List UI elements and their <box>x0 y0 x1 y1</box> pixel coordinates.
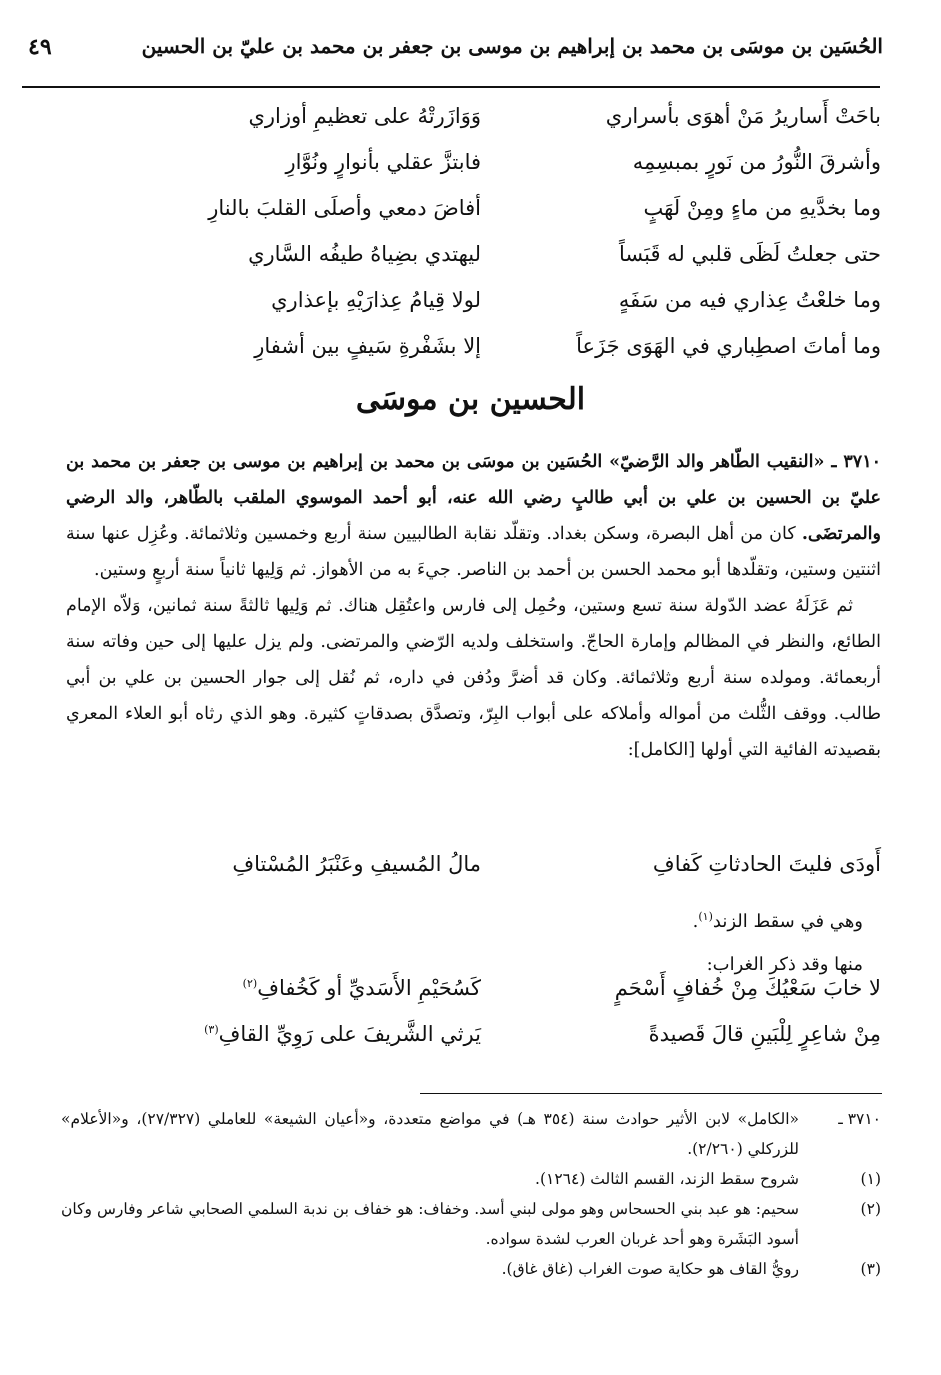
verse <box>101 1022 881 1068</box>
verse-first-hemistich: وما بخدَّيهِ من ماءٍ ومِنْ لَهَبٍ <box>643 196 881 220</box>
footnote <box>61 1104 881 1164</box>
excerpt-intro: منها وقد ذكر الغراب: <box>706 954 863 975</box>
verse-second-hemistich: لولا قِيامُ عِذارَيْهِ بإعذاري <box>271 288 481 312</box>
verse <box>101 150 881 196</box>
source-note-text: وهي في سقط الزند <box>712 911 863 932</box>
footnote <box>61 1164 881 1194</box>
footnote-number: (٣) <box>860 1260 881 1278</box>
verse-first-hemistich: باحَتْ أَساريرُ مَنْ أهوَى بأسراري <box>605 104 881 128</box>
verse-first-hemistich: أَودَى فليتَ الحادثاتِ كَفافِ <box>652 852 881 876</box>
verse-second-hemistich: أفاضَ دمعي وأصلَى القلبَ بالنارِ <box>208 196 481 220</box>
source-note: وهي في سقط الزند$^{(١)}$. <box>692 910 863 932</box>
footnote-ref[interactable]: (١) <box>698 910 713 923</box>
footnote-text: «الكامل» لابن الأثير حوادث سنة (٣٥٤ هـ) في مواضع متعددة، و«أعيان الشيعة» للعاملي (٢٧/٣٢٧)، و«الأعلام» للزركلي (٢/٢٦٠). <box>61 1110 800 1158</box>
poem-top <box>101 104 881 380</box>
footnotes <box>61 1104 881 1284</box>
verse <box>101 242 881 288</box>
hemistich-text: يَرثي الشَّريفَ على رَوِيِّ القافِ <box>218 1022 481 1046</box>
entry-paragraph <box>66 444 881 588</box>
verse <box>101 976 881 1022</box>
verse-first-hemistich: وما أماتَ اصطِباري في الهَوَى جَزَعاً <box>576 334 881 358</box>
hemistich-text: كَسُحَيْمِ الأَسَديِّ أو كَخُفافِ <box>257 976 481 1000</box>
footnote-number: (٢) <box>860 1200 881 1218</box>
verse-second-hemistich <box>101 1022 481 1046</box>
footnote-text: رويُّ القاف هو حكاية صوت الغراب (غاق غاق). <box>501 1260 799 1278</box>
verse-second-hemistich: ليهتدي بضِياهُ طيفُه السَّاري <box>248 242 481 266</box>
verse-second-hemistich <box>101 976 481 1000</box>
entry-paragraph: ثم عَزَلَهُ عضد الدّولة سنة تسع وستين، وحُمِل إلى فارس واعتُقِل هناك. ثم وَلِيها ثالثةً سنة ثمانين، وَلاّه الإمام الطائع، والنظر في المظالم وإمارة الحاجّ. واستخلف ولديه الرّضي والمرتضى. ولم يزل عليها إلى حين وفاته سنة أربعمائة. ومولده سنة أربع وثلاثمائة. وكان قد أضرَّ ودُفن في داره، ثم نُقل إلى جوار الحسين بن علي بن أبي طالب. ووقف الثُّلث من أمواله وأملاكه على أبواب البِرّ، وتصدَّق بصدقاتٍ كثيرة. وهو الذي رثاه أبو العلاء المعري بقصيدته الفائية التي أولها [الكامل]: <box>66 596 881 760</box>
footnote-text: شروح سقط الزند، القسم الثالث (١٢٦٤). <box>535 1170 799 1188</box>
verse-second-hemistich: وَوَازَرتْهُ على تعظيمِ أوزاري <box>248 104 481 128</box>
verse <box>101 288 881 334</box>
footnote-number: ٣٧١٠ ـ <box>838 1110 881 1128</box>
header-rule <box>22 86 880 88</box>
verse-second-hemistich: إلا بشَفْرةِ سَيفٍ بين أشفارِ <box>254 334 481 358</box>
footnote <box>61 1254 881 1284</box>
footnote-rule <box>420 1093 882 1094</box>
footnote <box>61 1194 881 1254</box>
opening-couplet <box>101 852 881 892</box>
entry-text: كان من أهل البصرة، وسكن بغداد. وتقلّد نقابة الطالبيين سنة أربع وخمسين وثلاثمائة. وعُزِل عنها سنة اثنتين وستين، وتقلّدها أبو محمد الحسن بن أحمد بن الناصر. جيءَ به من الأهواز. ثم وَلِيها ثانياً سنة أربعٍ وستين. <box>66 524 881 580</box>
verse <box>101 334 881 380</box>
verse-first-hemistich: مِنْ شاعِرٍ لِلْبَينِ قالَ قَصيدةً <box>648 1022 881 1046</box>
footnote-ref[interactable]: (٣) <box>204 1023 219 1036</box>
verse <box>101 104 881 150</box>
footnote-text: سحيم: هو عبد بني الحسحاس وهو مولى لبني أسد. وخفاف: هو خفاف بن ندبة السلمي الصحابي شاعر وفارس وكان أسود البَشَرة وهو أحد غربان العرب لشدة سواده. <box>61 1200 799 1248</box>
footnote-number: (١) <box>860 1170 881 1188</box>
biography-entry <box>66 444 881 768</box>
running-head: الحُسَين بن موسَى بن محمد بن إبراهيم بن موسى بن جعفر بن محمد بن عليّ بن الحسين <box>141 34 883 58</box>
section-title: الحسين بن موسَى <box>355 382 586 417</box>
verse-second-hemistich: مالُ المُسيفِ وعَنْبَرُ المُسْتافِ <box>232 852 481 876</box>
verse-first-hemistich: وأشرقَ النُّورُ من نَورٍ بمبسِمِه <box>632 150 881 174</box>
verse-first-hemistich: لا خابَ سَعْيُكَ مِنْ خُفافٍ أَسْحَمٍ <box>614 976 881 1000</box>
verse-first-hemistich: حتى جعلتُ لَظَى قلبي له قَبَساً <box>618 242 881 266</box>
poem-bottom <box>101 976 881 1068</box>
verse <box>101 196 881 242</box>
verse-first-hemistich: وما خلعْتُ عِذاري فيه من سَفَهٍ <box>618 288 881 312</box>
footnote-ref[interactable]: (٢) <box>242 977 258 990</box>
page-number: ٤٩ <box>28 34 52 60</box>
entry-lead: ٣٧١٠ ـ «النقيب الطّاهر والد الرَّضيّ» الحُسَين بن موسَى بن محمد بن إبراهيم بن موسى بن جعفر بن محمد بن عليّ بن الحسين بن علي بن أبي طالبٍ رضي الله عنه، أبو أحمد الموسوي الملقب بالطّاهر، والد الرضي والمرتضَى. <box>66 452 881 544</box>
verse-second-hemistich: فابتزَّ عقلي بأنوارٍ ونُوَّارِ <box>285 150 481 174</box>
